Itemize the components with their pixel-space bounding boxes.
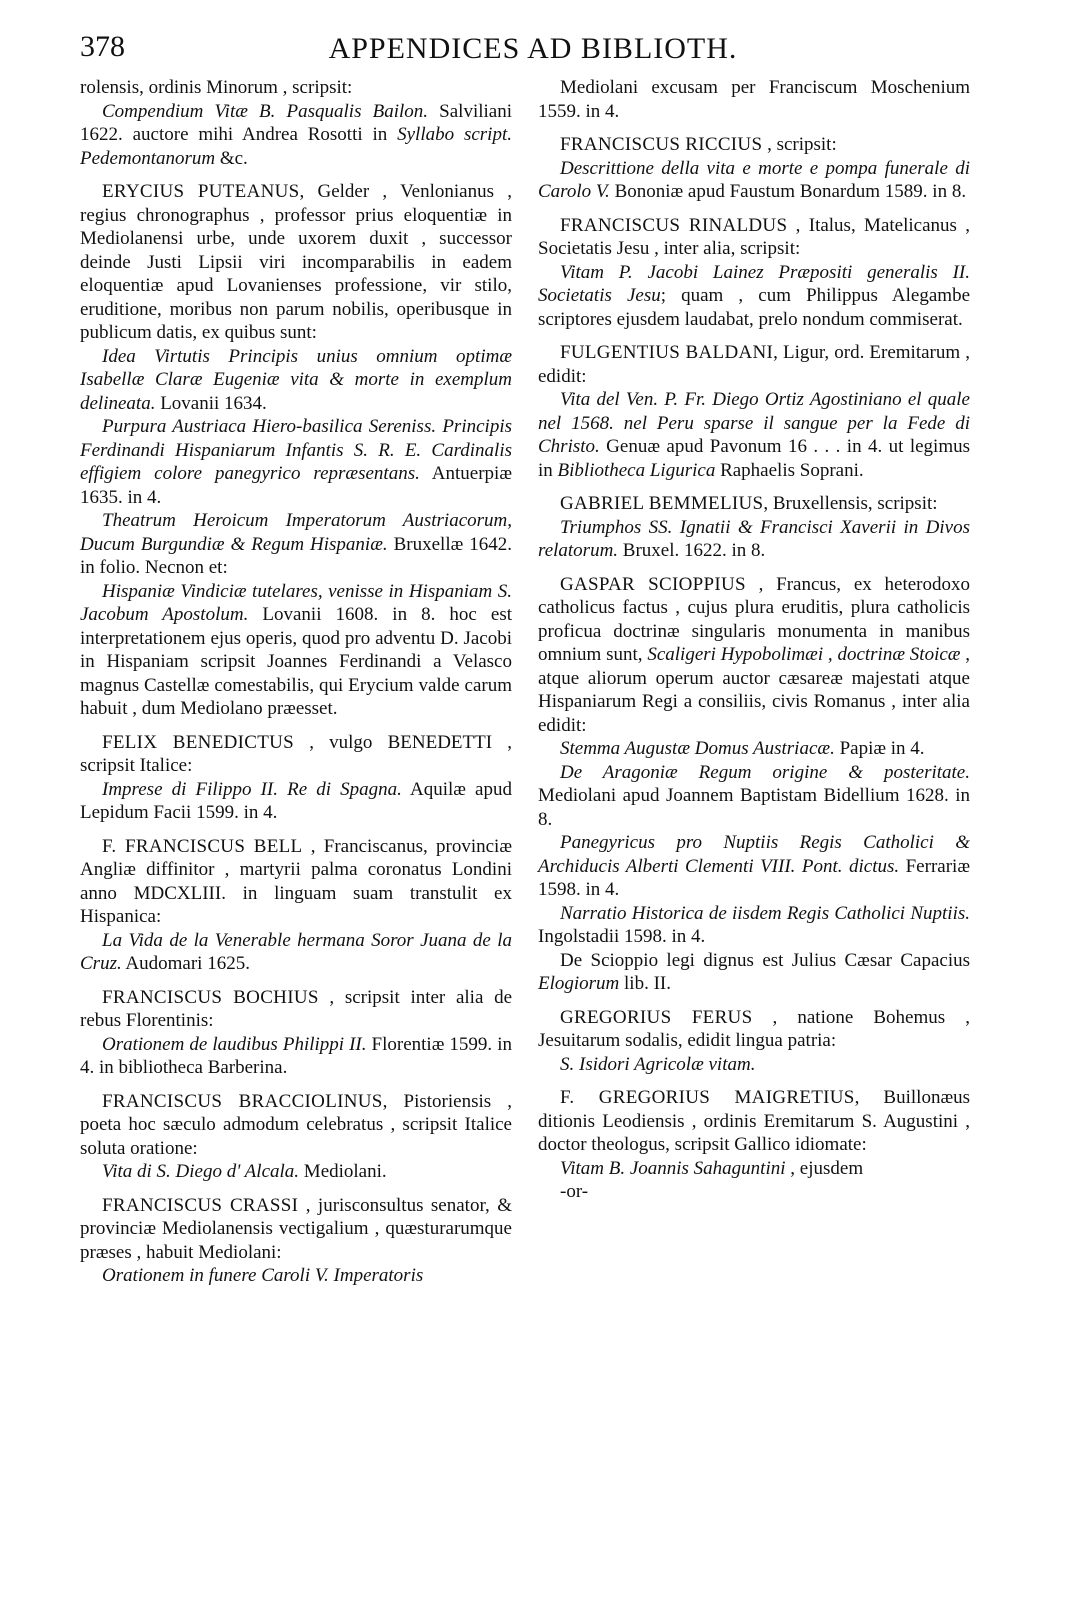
- work-title: S. Isidori Agricolæ vitam.: [560, 1053, 756, 1075]
- work-citation: [80, 1264, 512, 1288]
- work-title: Panegyricus pro Nuptiis Regis Catholici & Archiducis Alberti Clementi VIII. Pont. dictus.: [538, 832, 970, 877]
- text-run: Ingolstadii 1598. in 4.: [538, 926, 706, 947]
- text-run: -or-: [560, 1181, 589, 1202]
- work-title: Orationem de laudibus Philippi II.: [102, 1033, 367, 1055]
- bibliography-entry: [80, 1194, 512, 1288]
- author-name: FRANCISCUS RINALDUS: [560, 214, 788, 236]
- bibliography-entry: [80, 1090, 512, 1184]
- work-citation: [538, 831, 970, 902]
- entry-paragraph: [538, 1006, 970, 1053]
- work-citation: [80, 345, 512, 416]
- left-column: [80, 76, 512, 1298]
- text-run: Bruxel. 1622. in 8.: [618, 540, 766, 561]
- text-run: Bruxellæ 1642. in folio. Necnon et:: [80, 533, 512, 578]
- text-run: , Buillonæus ditionis Leodiensis , ordinis Eremitarum S. Augustini , doctor theologus, scripsit Gallico idiomate:: [538, 1087, 971, 1155]
- bibliography-entry: [80, 731, 512, 825]
- work-title: La Vida de la Venerable hermana Soror Juana de la Cruz.: [80, 929, 512, 974]
- work-citation: [80, 100, 512, 171]
- author-name: GABRIEL BEMMELIUS: [560, 493, 764, 514]
- text-run: , Francus, ex heterodoxo catholicus factus , cujus plura eruditis, plura catholicis proficua doctrinæ singularis monumenta in manibus omnium sunt,: [538, 573, 970, 665]
- work-title: Descrittione della vita e morte e pompa funerale di Carolo V.: [538, 157, 970, 202]
- entry-paragraph: [80, 986, 512, 1033]
- text-run: Lovanii 1608. in 8. hoc est interpretationem ejus operis, quod pro adventu D. Jacobi in Hispaniam scripsit Joannes Ferdinandi a Velasco magnus Castellæ comestabilis, qui Erycium valde carum habuit , dum Mediolano præesset.: [80, 604, 512, 719]
- bibliography-entry: [538, 214, 970, 332]
- text-run: Mediolani.: [299, 1161, 387, 1182]
- text-run: , Ligur, ord. Eremitarum , edidit:: [538, 342, 970, 387]
- text-run: , Bruxellensis, scripsit:: [763, 493, 938, 514]
- author-name: GREGORIUS FERUS: [560, 1006, 753, 1028]
- work-citation: [80, 778, 512, 825]
- bibliography-entry: [80, 835, 512, 976]
- work-citation: [538, 949, 970, 996]
- running-head: APPENDICES AD BIBLIOTH.: [328, 32, 738, 65]
- author-name: F. FRANCISCUS BELL: [102, 835, 303, 857]
- work-citation: [80, 1033, 512, 1080]
- work-title: Elogiorum: [538, 973, 620, 994]
- work-title: Vita del Ven. P. Fr. Diego Ortiz Agostiniano el quale nel 1568. nel Peru sparse il sangue per la Fede di Christo.: [538, 389, 970, 457]
- work-title: Vitam B. Joannis Sahaguntini: [560, 1157, 786, 1179]
- text-run: Lovanii 1634.: [155, 392, 267, 414]
- bibliography-entry: [80, 76, 512, 170]
- entry-paragraph: [80, 76, 512, 100]
- work-title: Orationem in funere Caroli V. Imperatoris: [102, 1265, 424, 1286]
- entry-paragraph: [538, 341, 970, 388]
- text-run: Bononiæ apud Faustum Bonardum 1589. in 8.: [609, 181, 967, 202]
- entry-paragraph: [538, 133, 970, 157]
- work-title: Stemma Augustæ Domus Austriacæ.: [560, 738, 835, 759]
- bibliography-entry: [538, 492, 970, 563]
- text-run: , vulgo BENEDETTI , scripsit Italice:: [80, 731, 512, 776]
- work-citation: [538, 388, 970, 482]
- author-name: F. GREGORIUS MAIGRETIUS: [560, 1087, 855, 1108]
- text-run: , scripsit inter alia de rebus Florentinis:: [80, 986, 513, 1031]
- bibliography-entry: [538, 573, 970, 996]
- work-citation: [538, 761, 970, 832]
- text-run: , jurisconsultus senator, & provinciæ Mediolanensis vectigalium , quæsturarumque præses , habuit Mediolani:: [80, 1194, 512, 1263]
- author-name: FRANCISCUS RICCIUS: [560, 134, 763, 155]
- text-run: Audomari 1625.: [121, 953, 250, 974]
- text-run: , Gelder , Venlonianus , regius chronographus , professor prius eloquentiæ in Mediolanensi urbe, unde uxorem duxit , successor deinde Justi Lipsii viri incomparabilis in eadem eloquentiæ apud Lovanienses professione, vir stilo, eruditione, moribus non parum nobilis, operibusque in publicum datis, ex quibus sunt:: [80, 181, 512, 343]
- bibliography-entry: [538, 76, 970, 123]
- work-citation: [538, 157, 970, 204]
- text-run: Papiæ in 4.: [834, 738, 925, 759]
- entry-paragraph: [80, 180, 512, 345]
- work-citation: [538, 737, 970, 761]
- author-name: ERYCIUS PUTEANUS: [102, 181, 300, 202]
- work-title: Bibliotheca Ligurica: [557, 459, 716, 481]
- work-title: Vita di S. Diego d' Alcala.: [102, 1161, 300, 1182]
- right-column: [538, 76, 970, 1214]
- bibliography-entry: [80, 180, 512, 721]
- text-run: ; quam , cum Philippus Alegambe scriptores ejusdem laudabat, prelo nondum commiserat.: [538, 285, 970, 330]
- work-citation: [80, 415, 512, 509]
- work-citation: [538, 1053, 970, 1077]
- page-number: 378: [80, 30, 125, 63]
- work-title: Narratio Historica de iisdem Regis Catholici Nuptiis.: [560, 902, 970, 924]
- entry-paragraph: [538, 76, 970, 123]
- work-title: Triumphos SS. Ignatii & Francisci Xaverii in Divos relatorum.: [538, 516, 970, 561]
- author-name: FELIX BENEDICTUS: [102, 731, 295, 753]
- work-citation: [80, 929, 512, 976]
- entry-paragraph: [538, 214, 970, 261]
- text-run: Raphaelis Soprani.: [715, 459, 864, 481]
- text-run: rolensis, ordinis Minorum , scripsit:: [80, 77, 353, 98]
- text-run: , scripsit:: [762, 134, 837, 155]
- author-name: FULGENTIUS BALDANI: [560, 342, 774, 363]
- text-run: Salviliani 1622. auctore mihi Andrea Rosotti in: [80, 100, 512, 145]
- text-run: &c.: [215, 147, 248, 169]
- work-title: Hispaniæ Vindiciæ tutelares, venisse in Hispaniam S. Jacobum Apostolum.: [80, 580, 512, 625]
- bibliography-entry: [538, 341, 970, 482]
- work-title: De Aragoniæ Regum origine & posteritate.: [560, 761, 970, 783]
- text-run: Florentiæ 1599. in 4. in bibliotheca Barberina.: [80, 1033, 512, 1078]
- text-run: , ejusdem: [785, 1157, 864, 1179]
- text-run: , natione Bohemus , Jesuitarum sodalis, edidit lingua patria:: [538, 1006, 970, 1051]
- bibliography-entry: [538, 133, 970, 204]
- entry-paragraph: [538, 573, 970, 738]
- text-run: Mediolani apud Joannem Baptistam Bidellium 1628. in 8.: [538, 785, 970, 830]
- text-run: , Franciscanus, provinciæ Angliæ diffinitor , martyrii palma coronatus Londini anno MDCXLIII. in linguam suam transtulit ex Hispanica:: [80, 835, 512, 927]
- text-run: , Pistoriensis , poeta hoc sæculo admodum celebratus , scripsit Italice soluta oratione:: [80, 1090, 513, 1159]
- text-run: Aquilæ apud Lepidum Facii 1599. in 4.: [80, 778, 512, 823]
- text-run: Ferrariæ 1598. in 4.: [538, 855, 970, 900]
- entry-paragraph: [80, 1090, 512, 1161]
- work-title: Compendium Vitæ B. Pasqualis Bailon.: [102, 100, 429, 122]
- author-name: FRANCISCUS BRACCIOLINUS: [102, 1090, 383, 1112]
- text-run: Antuerpiæ 1635. in 4.: [80, 463, 512, 508]
- text-run: lib. II.: [619, 973, 671, 994]
- entry-paragraph: [538, 1086, 970, 1157]
- work-citation: [538, 516, 970, 563]
- text-run: Genuæ apud Pavonum 16 . . . in 4. ut legimus in: [538, 436, 970, 481]
- work-title: Idea Virtutis Principis unius omnium optimæ Isabellæ Claræ Eugeniæ vita & morte in exemplum delineata.: [80, 345, 512, 414]
- work-title: Theatrum Heroicum Imperatorum Austriacorum, Ducum Burgundiæ & Regum Hispaniæ.: [80, 510, 512, 555]
- bibliography-entry: [538, 1006, 970, 1077]
- bibliography-entry: [538, 1086, 970, 1204]
- work-citation: [538, 261, 970, 332]
- entry-paragraph: [80, 731, 512, 778]
- entry-paragraph: [80, 835, 512, 929]
- text-run: , atque aliorum operum auctor cæsareæ majestati atque Hispaniarum Regi a consiliis, civis Romanus , inter alia edidit:: [538, 644, 971, 736]
- work-citation: [538, 902, 970, 949]
- text-run: Mediolani excusam per Franciscum Moschenium 1559. in 4.: [538, 77, 970, 122]
- work-citation: [80, 1160, 512, 1184]
- work-title: Imprese di Filippo II. Re di Spagna.: [102, 778, 402, 800]
- author-name: FRANCISCUS CRASSI: [102, 1194, 299, 1216]
- text-run: , Italus, Matelicanus , Societatis Jesu , inter alia, scripsit:: [538, 214, 970, 259]
- author-name: GASPAR SCIOPPIUS: [560, 573, 746, 595]
- entry-paragraph: [538, 492, 970, 516]
- work-citation: [80, 580, 512, 721]
- work-title: Purpura Austriaca Hiero-basilica Sereniss. Principis Ferdinandi Hispaniarum Infantis S. R. E. Cardinalis effigiem colore panegyrico repræsentans.: [80, 416, 512, 484]
- work-citation: [80, 509, 512, 580]
- work-citation: [538, 1157, 970, 1181]
- author-name: FRANCISCUS BOCHIUS: [102, 986, 319, 1008]
- work-title: Scaligeri Hypobolimæi , doctrinæ Stoicæ: [647, 644, 961, 665]
- work-title: Vitam P. Jacobi Lainez Præpositi generalis II. Societatis Jesu: [538, 261, 970, 306]
- text-run: De Scioppio legi dignus est Julius Cæsar Capacius: [560, 949, 970, 971]
- work-title: Syllabo script. Pedemontanorum: [80, 124, 512, 169]
- entry-paragraph: [80, 1194, 512, 1265]
- page-header: [0, 30, 1066, 70]
- work-citation: [538, 1180, 970, 1204]
- bibliography-entry: [80, 986, 512, 1080]
